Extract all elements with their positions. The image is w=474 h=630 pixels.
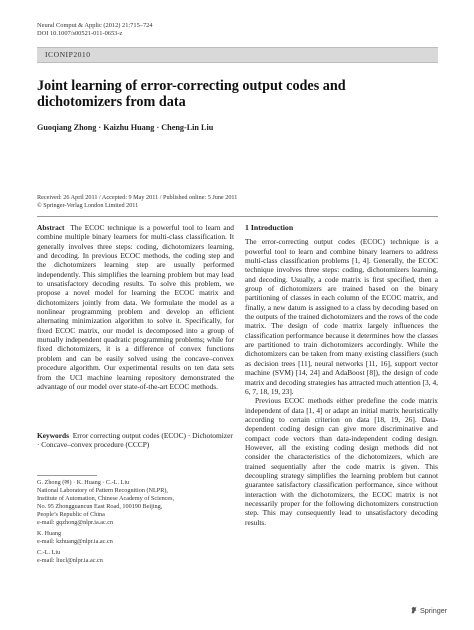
introduction-heading: 1 Introduction (245, 223, 294, 232)
copyright-notice: © Springer-Verlag London Limited 2011 (37, 202, 139, 209)
introduction-paragraph-1: The error-correcting output codes (ECOC) technique is a powerful tool to learn and combine binary learners to address multi-class classification problems [1, 4]. Generally, the ECOC technique involves three steps: coding, dichotomizers learning, and decoding. Usually, a code matrix is first specified, then a group of dichotomizers are trained based on the binary partitioning of classes in each column of the ECOC matrix, and finally, a new datum is assigned to a class by decoding based on the outputs of the trained dichotomizers and the rows of the code matrix. The design of code matrix largely influences the classification performance because it determines how the classes are partitioned to train dichotomizers accordingly. While the dichotomizers can be taken from many existing classifiers (such as decision trees [11], neural networks [11, 16], support vector machine (SVM) [14, 24] and AdaBoost [8]), the design of code matrix and decoding strategies has attracted much attention [3, 4, 6, 7, 18, 19, 23]. (245, 237, 438, 396)
footnote-email[interactable]: e-mail: gqzhong@nlpr.ia.ac.cn (37, 519, 114, 526)
publisher-name: Springer (420, 606, 448, 615)
publisher-logo (410, 606, 447, 615)
keywords-section (37, 431, 234, 450)
footnote-line: No. 95 Zhongguancun East Road, 100190 Beijing, (37, 503, 163, 510)
footnote-authors: G. Zhong (✉) · K. Huang · C.-L. Liu (37, 479, 130, 486)
footnote-email[interactable]: e-mail: kzhuang@nlpr.ia.ac.cn (37, 538, 113, 545)
header-divider (37, 216, 438, 217)
footnote-block (37, 479, 234, 527)
abstract-heading: Abstract (37, 223, 65, 232)
footnote-block (37, 549, 234, 565)
series-banner (37, 47, 438, 63)
springer-horse-icon (410, 606, 418, 614)
footnote-line: People’s Republic of China (37, 511, 105, 518)
introduction-paragraph-2: Previous ECOC methods either predefine the code matrix independent of data [1, 4] or adapt an initial matrix heuristically according to certain criterion on data [18, 19, 26]. Data-dependent coding design can give more discriminative and compact code vectors than data-independent coding design. However, all the existing coding design methods did not consider the characteristics of the dichotomizers, which are trained sequentially after the code matrix is given. This decoupling strategy simplifies the learning problem but cannot guarantee satisfactory classification performance, since without interaction with the dichotomizers, the ECOC matrix is not necessarily proper for the following dichotomizers construction step. This may consequently lead to unsatisfactory decoding results. (245, 396, 438, 527)
journal-info (37, 22, 153, 38)
footnote-authors: C.-L. Liu (37, 549, 61, 556)
keywords-text: Error correcting output codes (ECOC) · Dichotomizer · Concave–convex procedure (CCCP) (37, 431, 233, 450)
footnote-email[interactable]: e-mail: liucl@nlpr.ia.ac.cn (37, 557, 103, 564)
keywords-heading: Keywords (37, 431, 70, 440)
paper-title: Joint learning of error-correcting output codes and dichotomizers from data (37, 78, 346, 110)
footnote-authors: K. Huang (37, 530, 62, 537)
abstract-text: The ECOC technique is a powerful tool to learn and combine multiple binary learners for multi-class classification. It generally involves three steps: coding, dichotomizers learning, and decoding. In previous ECOC methods, the coding step and the dichotomizers learning step are usually performed independently. This simplifies the learning problem but may lead to unsatisfactory decoding results. To solve this problem, we propose a novel model for learning the ECOC matrix and dichotomizers jointly from data. We formulate the model as a nonlinear programming problem and develop an efficient alternating minimization algorithm to solve it. Specifically, for fixed ECOC matrix, our model is decomposed into a group of mutually independent quadratic programming problems; while for fixed dichotomizers, it is a difference of convex functions problem and can be easily solved using the concave–convex procedure algorithm. Our experimental results on ten data sets from the UCI machine learning repository demonstrated the advantage of our model over state-of-the-art ECOC methods. (37, 223, 234, 391)
footnote-divider (37, 475, 97, 476)
author-affiliations (37, 479, 234, 568)
publication-dates (37, 194, 237, 210)
series-label: ICONIP2010 (45, 50, 91, 59)
abstract-section (37, 223, 234, 391)
received-accepted-dates: Received: 26 April 2011 / Accepted: 9 May 2011 / Published online: 5 June 2011 (37, 194, 238, 201)
footnote-line: National Laboratory of Pattern Recognition (NLPR), (37, 487, 168, 494)
footnote-line: Institute of Automation, Chinese Academy of Sciences, (37, 495, 175, 502)
introduction-section (245, 223, 438, 527)
footnote-block (37, 530, 234, 546)
journal-citation: Neural Comput & Applic (2012) 21:715–724 (37, 22, 153, 29)
author-list: Guoqiang Zhong · Kaizhu Huang · Cheng-Lin Liu (37, 123, 214, 132)
journal-doi[interactable]: DOI 10.1007/s00521-011-0653-z (37, 30, 123, 37)
